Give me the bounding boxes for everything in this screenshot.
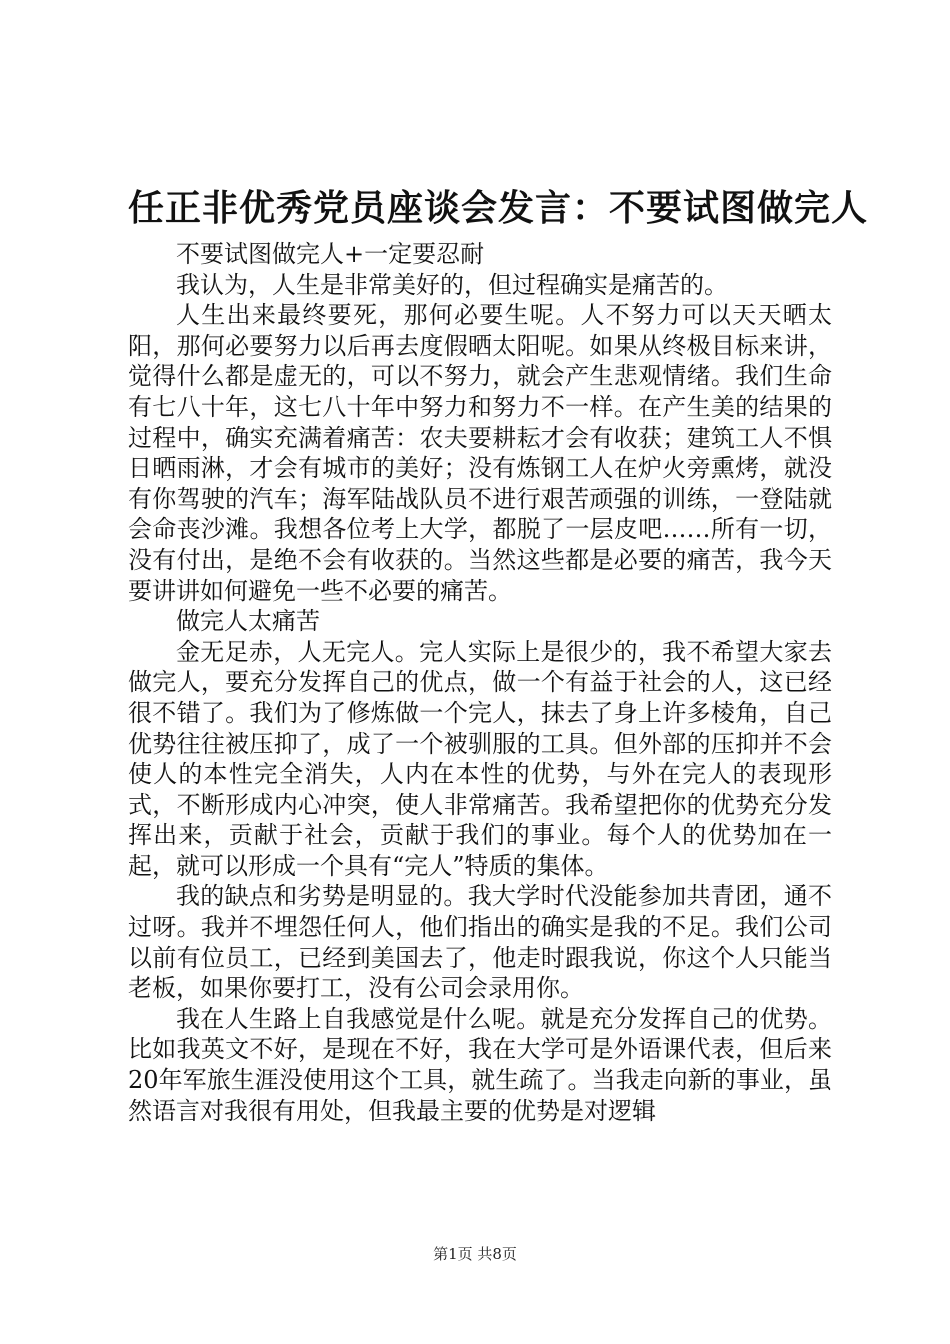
body-paragraph: 不要试图做完人+一定要忍耐 (176, 240, 485, 268)
body-paragraph: 我认为，人生是非常美好的，但过程确实是痛苦的。 (176, 270, 728, 299)
body-paragraph: 金无足赤，人无完人。完人实际上是很少的，我不希望大家去做完人，要充分发挥自己的优点，做一个有益于社会的人，这已经很不错了。我们为了修炼做一个完人，抹去了身上许多棱角，自己优势往往被压抑了，成了一个被驯服的工具。但外部的压抑并不会使人的本性完全消失，人内在本性的优势，与外在完人的表现形式，不断形成内心冲突，使人非常痛苦。我希望把你的优势充分发挥出来，贡献于社会，贡献于我们的事业。每个人的优势加在一起，就可以形成一个具有“完人”特质的集体。 (128, 637, 832, 880)
page-number-footer: 第1页 共8页 (433, 1245, 517, 1263)
document-body (128, 239, 832, 1126)
body-paragraph: 我的缺点和劣势是明显的。我大学时代没能参加共青团，通不过呀。我并不埋怨任何人，他们指出的确实是我的不足。我们公司以前有位员工，已经到美国去了，他走时跟我说，你这个人只能当老板，如果你要打工，没有公司会录用你。 (128, 882, 832, 1003)
body-paragraph: 我在人生路上自我感觉是什么呢。就是充分发挥自己的优势。比如我英文不好，是现在不好，我在大学可是外语课代表，但后来20年军旅生涯没使用这个工具，就生疏了。当我走向新的事业，虽然语言对我很有用处，但我最主要的优势是对逻辑 (128, 1004, 832, 1125)
body-paragraph: 人生出来最终要死，那何必要生呢。人不努力可以天天晒太阳，那何必要努力以后再去度假晒太阳呢。如果从终极目标来讲，觉得什么都是虚无的，可以不努力，就会产生悲观情绪。我们生命有七八十年，这七八十年中努力和努力不一样。在产生美的结果的过程中，确实充满着痛苦：农夫要耕耘才会有收获；建筑工人不惧日晒雨淋，才会有城市的美好；没有炼钢工人在炉火旁熏烤，就没有你驾驶的汽车；海军陆战队员不进行艰苦顽强的训练，一登陆就会命丧沙滩。我想各位考上大学，都脱了一层皮吧……所有一切，没有付出，是绝不会有收获的。当然这些都是必要的痛苦，我今天要讲讲如何避免一些不必要的痛苦。 (128, 301, 832, 605)
document-title: 任正非优秀党员座谈会发言：不要试图做完人 (128, 187, 869, 229)
section-heading: 做完人太痛苦 (176, 607, 320, 636)
